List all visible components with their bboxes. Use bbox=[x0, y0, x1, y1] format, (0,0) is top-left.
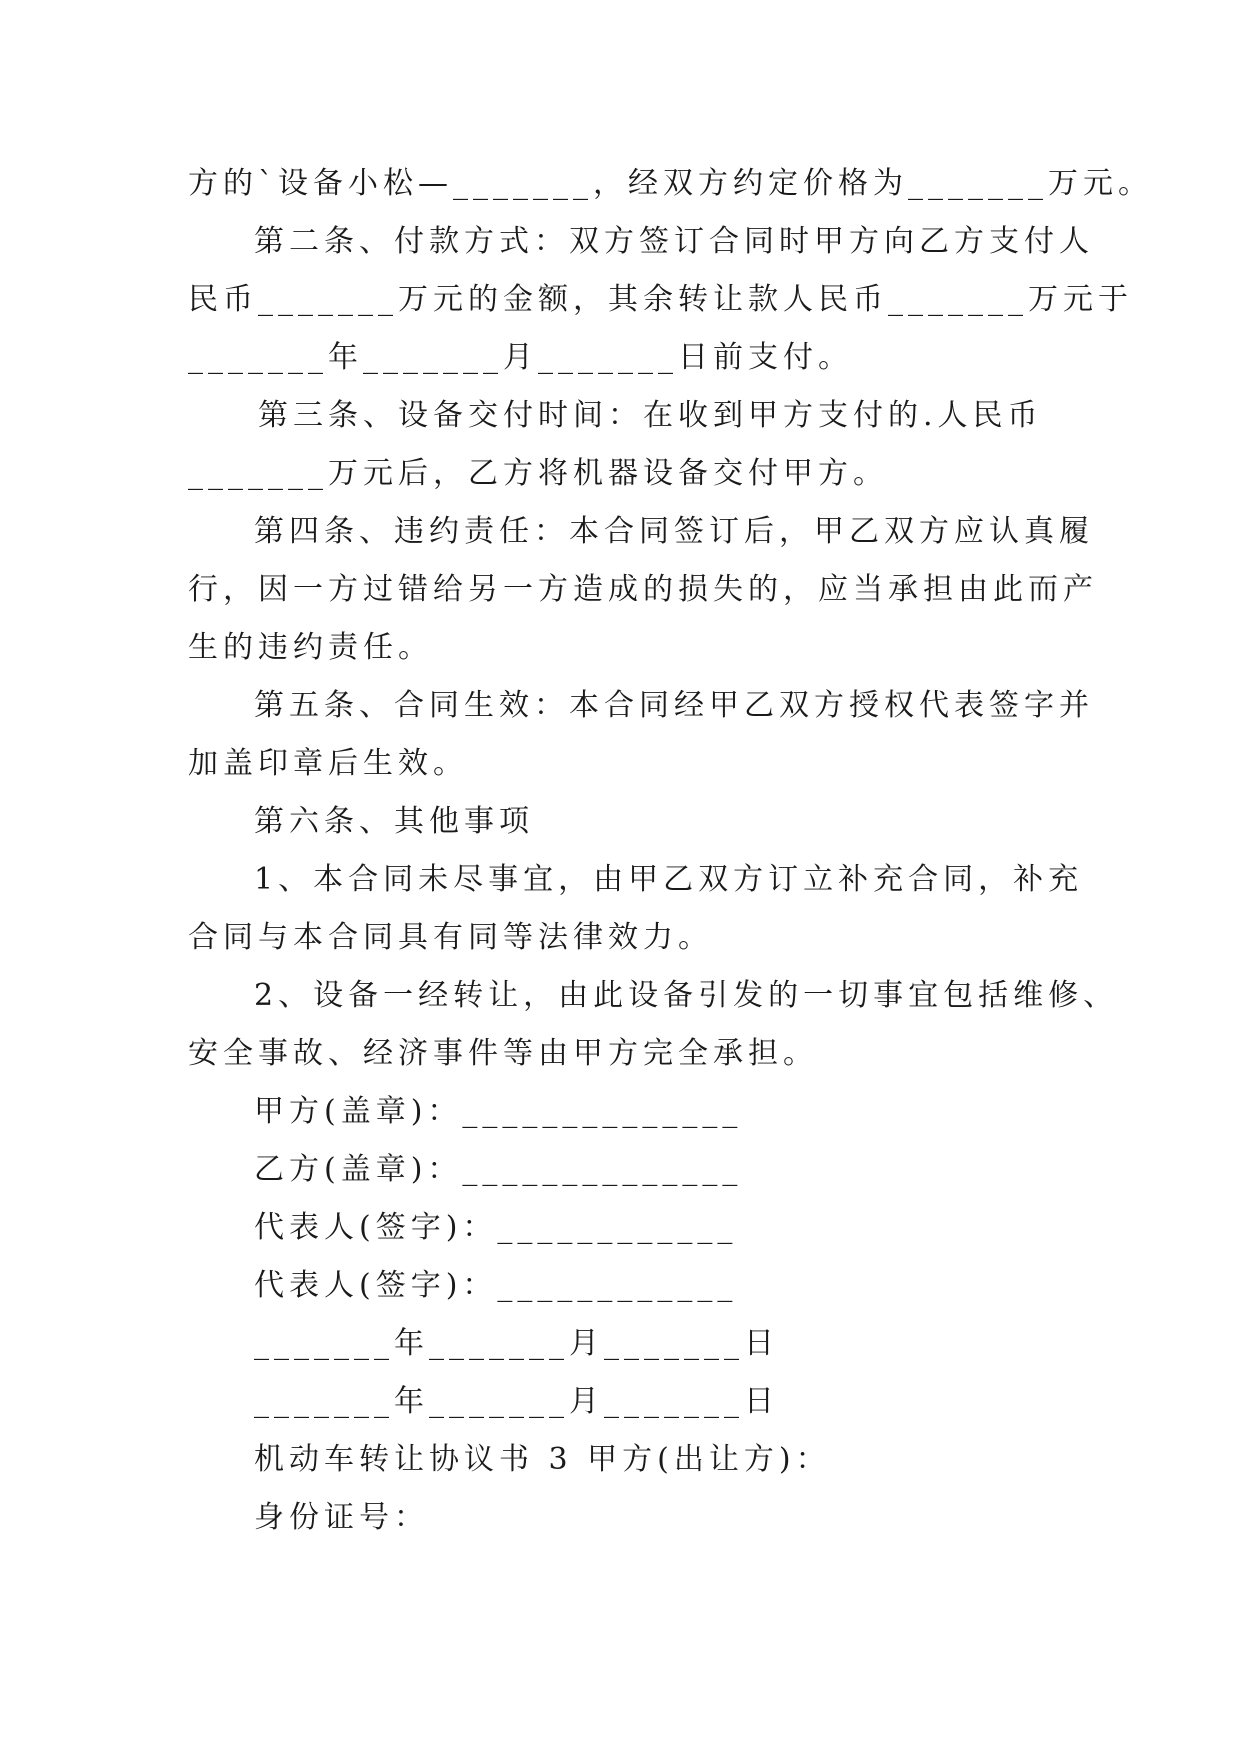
text-line: 第四条、违约责任：本合同签订后，甲乙双方应认真履 bbox=[254, 514, 1094, 549]
text-line: 甲方(盖章)：______________ bbox=[254, 1094, 743, 1129]
text-line: 1、本合同未尽事宜，由甲乙双方订立补充合同，补充 bbox=[254, 862, 1084, 897]
text-line: 生的违约责任。 bbox=[188, 630, 433, 665]
text-line: _______年_______月_______日前支付。 bbox=[188, 340, 853, 375]
text-line: 民币_______万元的金额，其余转让款人民币_______万元于 bbox=[188, 282, 1133, 317]
text-line: 2、设备一经转让，由此设备引发的一切事宜包括维修、 bbox=[254, 978, 1119, 1013]
text-line: 代表人(签字)：____________ bbox=[254, 1268, 738, 1303]
text-line: 第五条、合同生效：本合同经甲乙双方授权代表签字并 bbox=[254, 688, 1094, 723]
text-line: 乙方(盖章)：______________ bbox=[254, 1152, 743, 1187]
text-line: 机动车转让协议书 3 甲方(出让方)： bbox=[254, 1442, 831, 1477]
text-line: 方的`设备小松—_______，经双方约定价格为_______万元。 bbox=[188, 166, 1153, 201]
text-line: 加盖印章后生效。 bbox=[188, 746, 468, 781]
text-line: 身份证号： bbox=[254, 1500, 429, 1535]
text-line: _______年_______月_______日 bbox=[254, 1384, 779, 1419]
text-line: _______年_______月_______日 bbox=[254, 1326, 779, 1361]
text-line: 第二条、付款方式：双方签订合同时甲方向乙方支付人 bbox=[254, 224, 1094, 259]
text-line: 安全事故、经济事件等由甲方完全承担。 bbox=[188, 1036, 818, 1071]
text-line: 行，因一方过错给另一方造成的损失的，应当承担由此而产 bbox=[188, 572, 1098, 607]
text-line: 代表人(签字)：____________ bbox=[254, 1210, 738, 1245]
text-line: 第六条、其他事项 bbox=[254, 804, 534, 839]
text-line: 第三条、设备交付时间：在收到甲方支付的.人民币 bbox=[258, 398, 1043, 433]
text-line: 合同与本合同具有同等法律效力。 bbox=[188, 920, 713, 955]
text-line: _______万元后，乙方将机器设备交付甲方。 bbox=[188, 456, 888, 491]
